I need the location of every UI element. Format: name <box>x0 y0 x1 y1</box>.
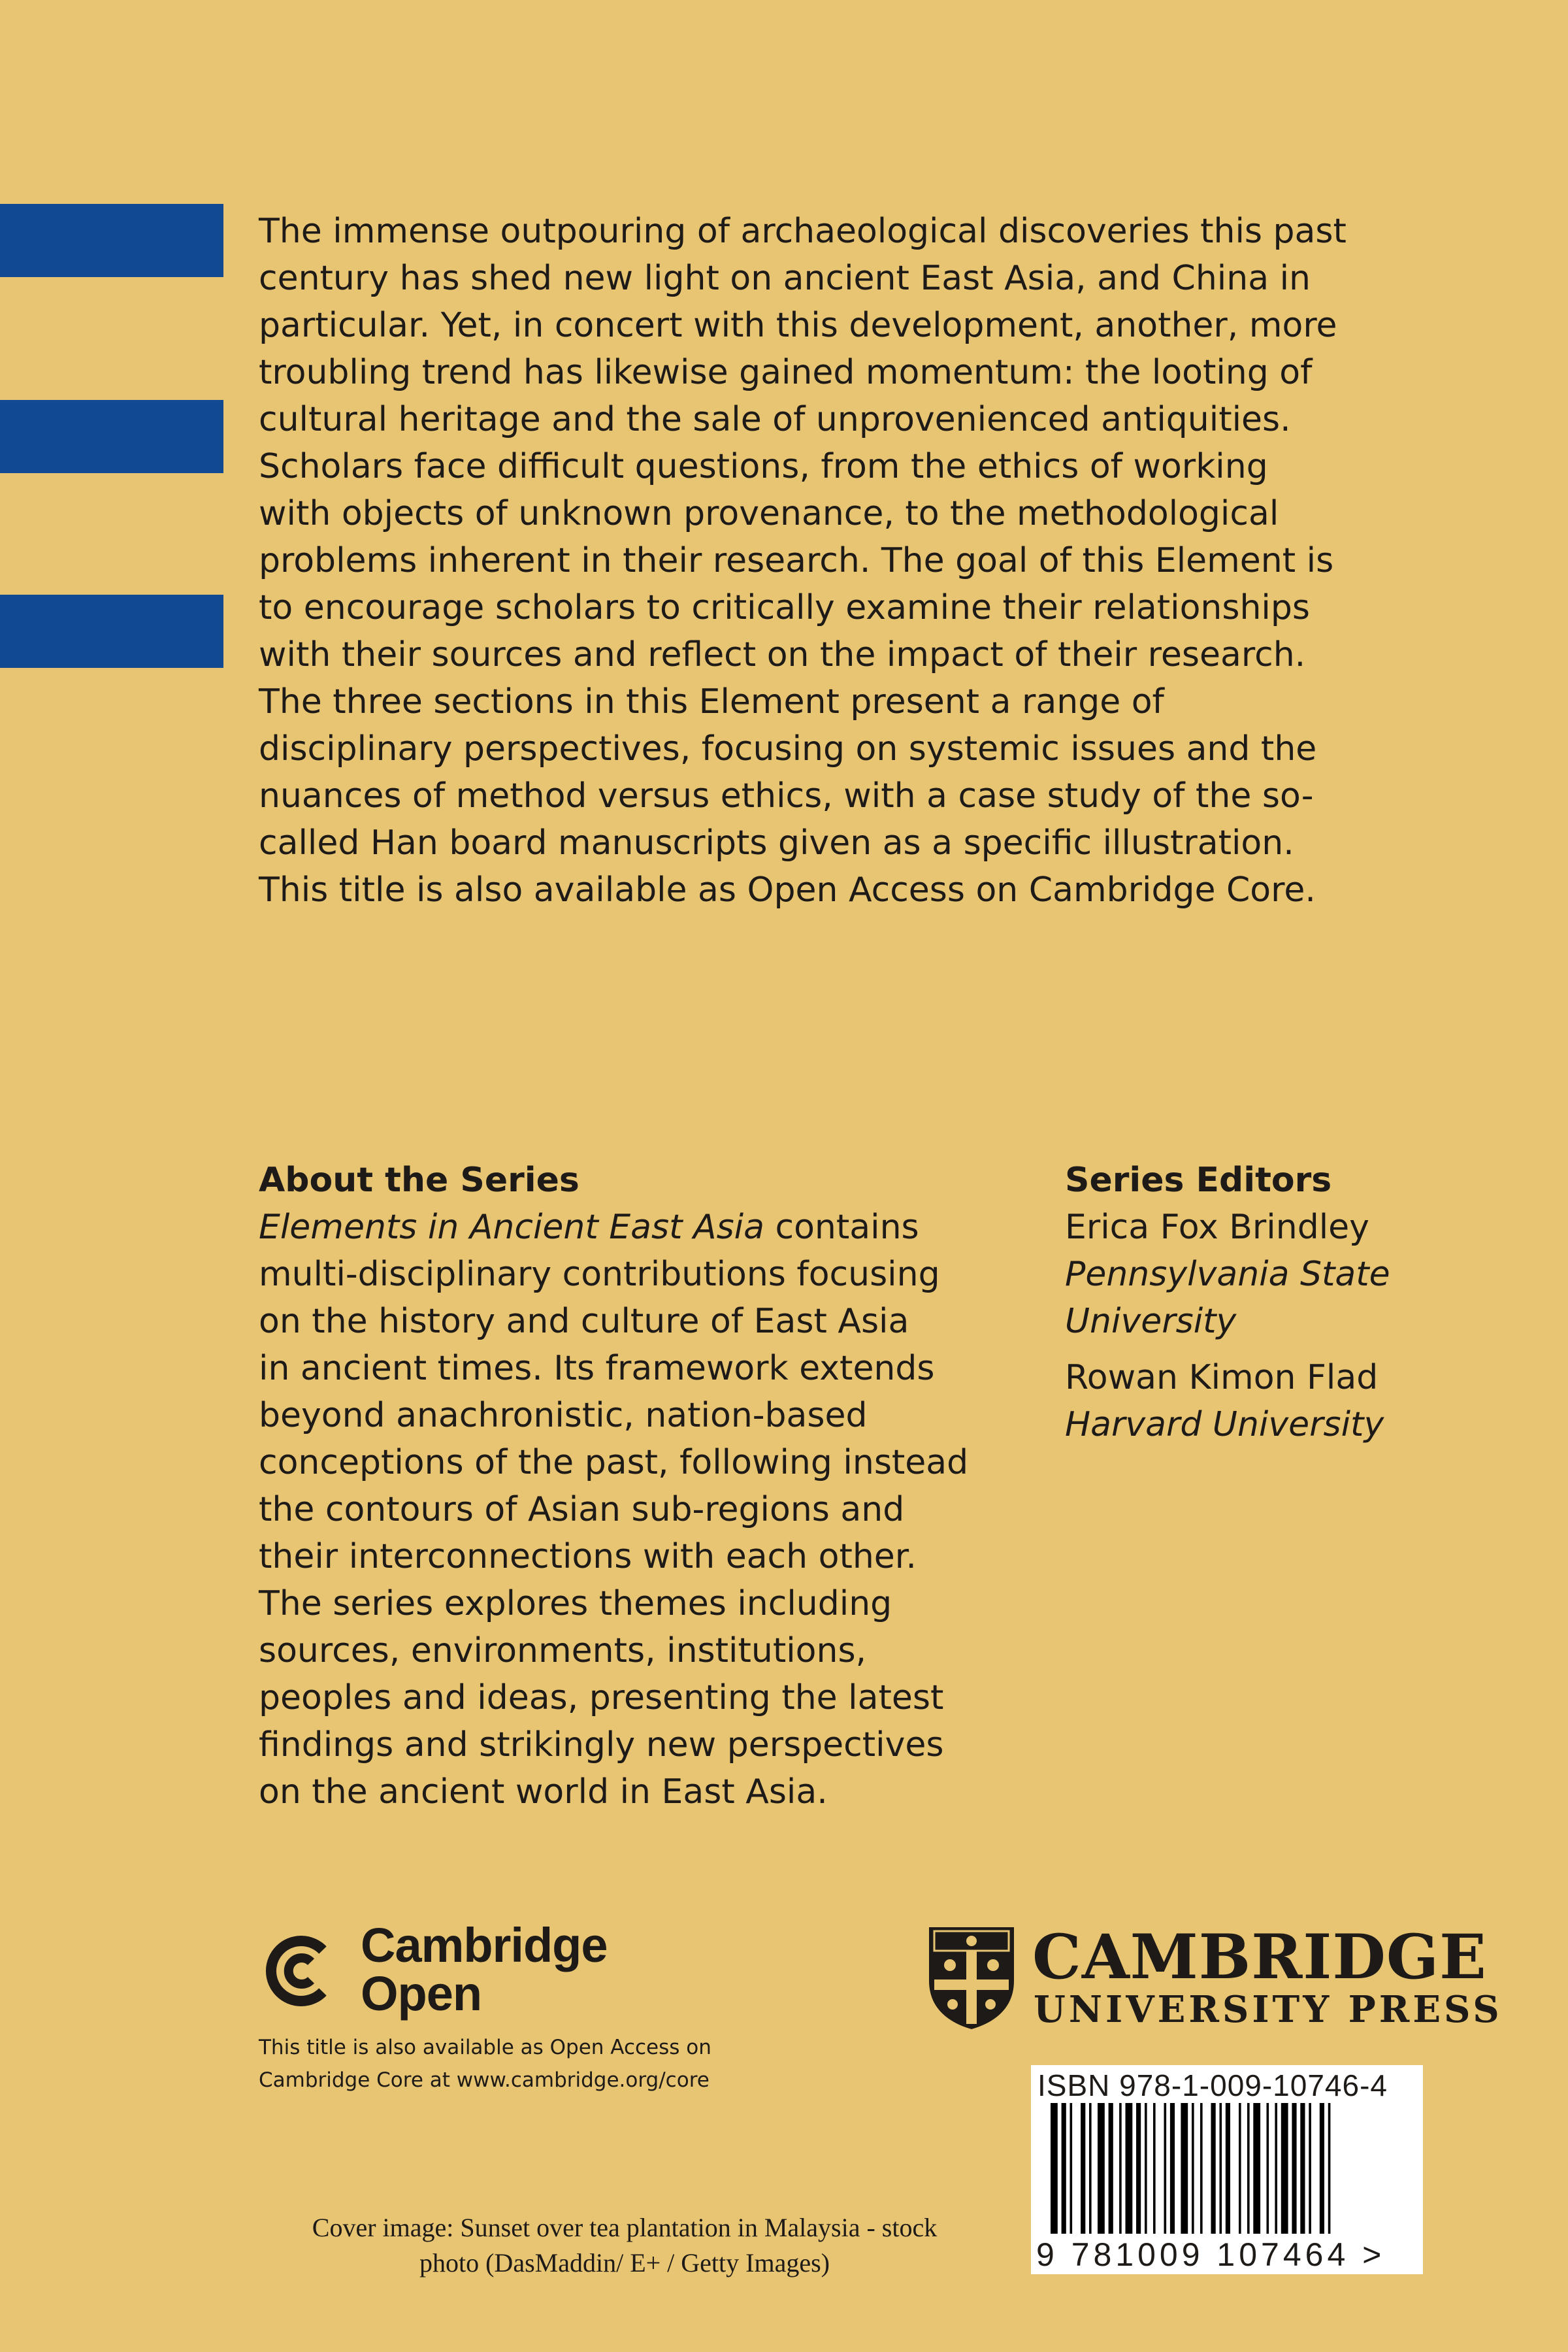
barcode-stripe <box>1070 2103 1073 2234</box>
editor-name: Erica Fox Brindley <box>1065 1208 1369 1247</box>
barcode-stripe <box>1267 2103 1269 2234</box>
barcode-stripe <box>1309 2103 1311 2234</box>
barcode-stripe <box>1292 2103 1296 2234</box>
about-line: multi-disciplinary contributions focusing <box>259 1255 940 1294</box>
about-line: peoples and ideas, presenting the latest <box>259 1678 944 1717</box>
editor-affiliation: Pennsylvania State <box>1065 1255 1390 1294</box>
barcode-stripe <box>1220 2103 1222 2234</box>
barcode-stripe <box>1300 2103 1305 2234</box>
about-line: beyond anachronistic, nation-based <box>259 1396 868 1435</box>
barcode-stripe <box>1126 2103 1133 2234</box>
blurb-line: with their sources and reflect on the impact of their research. <box>259 635 1306 674</box>
editor-entry <box>1065 1204 1522 1345</box>
barcode-stripe <box>1281 2103 1288 2234</box>
about-first-line <box>259 1204 1043 1251</box>
series-title: Elements in Ancient East Asia <box>259 1208 764 1247</box>
isbn-barcode <box>1031 2065 1423 2274</box>
about-line: in ancient times. Its framework extends <box>259 1349 935 1388</box>
credit-line: Cover image: Sunset over tea plantation in Malaysia - stock <box>312 2213 938 2242</box>
series-editors <box>1065 1157 1522 1457</box>
about-line: The series explores themes including <box>259 1584 892 1623</box>
barcode-stripe <box>1253 2103 1260 2234</box>
barcode-stripe <box>1328 2103 1331 2234</box>
barcode-stripe <box>1145 2103 1147 2234</box>
editor-affiliation: University <box>1065 1302 1237 1341</box>
blurb-line: The immense outpouring of archaeological discoveries this past <box>259 212 1347 251</box>
barcode-stripe <box>1275 2103 1277 2234</box>
barcode-stripe <box>1211 2103 1216 2234</box>
blurb-line: The three sections in this Element present a range of <box>259 682 1164 721</box>
barcode-stripe <box>1098 2103 1105 2234</box>
book-blurb <box>259 208 1435 914</box>
blurb-line: to encourage scholars to critically examine their relationships <box>259 588 1310 627</box>
blurb-line: troubling trend has likewise gained momentum: the looting of <box>259 353 1313 392</box>
barcode-stripe <box>1062 2103 1066 2234</box>
open-access-note-line: Cambridge Core at www.cambridge.org/core <box>259 2068 710 2092</box>
barcode-stripe <box>1247 2103 1250 2234</box>
open-access-note <box>259 2031 755 2096</box>
barcode-stripe <box>1136 2103 1141 2234</box>
barcode-stripe <box>1081 2103 1085 2234</box>
editor-entry <box>1065 1354 1522 1448</box>
blurb-line: disciplinary perspectives, focusing on systemic issues and the <box>259 729 1317 769</box>
blurb-line: Scholars face difficult questions, from the ethics of working <box>259 447 1268 486</box>
about-line: on the ancient world in East Asia. <box>259 1772 828 1812</box>
coat-of-arms-icon <box>926 1925 1017 2030</box>
cambridge-university-press-logo <box>926 1921 1503 2031</box>
cambridge-open-icon <box>259 1930 340 2012</box>
barcode-stripe <box>1192 2103 1194 2234</box>
about-line: the contours of Asian sub-regions and <box>259 1490 905 1529</box>
barcode-stripe <box>1239 2103 1241 2234</box>
about-line: sources, environments, institutions, <box>259 1631 867 1670</box>
blurb-line: cultural heritage and the sale of unprovenienced antiquities. <box>259 400 1291 439</box>
barcode-stripe <box>1153 2103 1156 2234</box>
barcode-stripe <box>1109 2103 1113 2234</box>
blurb-line: particular. Yet, in concert with this development, another, more <box>259 306 1337 345</box>
editor-affiliation: Harvard University <box>1065 1405 1384 1444</box>
barcode-stripe <box>1320 2103 1324 2234</box>
cambridge-open-wordmark <box>361 1918 608 2021</box>
barcode-stripe <box>1200 2103 1203 2234</box>
about-line: findings and strikingly new perspectives <box>259 1725 944 1764</box>
cambridge-open-logo <box>259 1918 683 2026</box>
blurb-line: problems inherent in their research. The goal of this Element is <box>259 541 1334 580</box>
about-line: on the history and culture of East Asia <box>259 1302 909 1341</box>
publisher-name: CAMBRIDGE <box>1032 1921 1487 1993</box>
about-line: conceptions of the past, following instead <box>259 1443 969 1482</box>
publisher-subname: UNIVERSITY PRESS <box>1034 1988 1503 2031</box>
editors-heading: Series Editors <box>1065 1161 1332 1200</box>
barcode-stripe <box>1119 2103 1122 2234</box>
barcode-stripe <box>1226 2103 1230 2234</box>
wordmark-line-1: Cambridge <box>361 1918 608 1972</box>
cover-image-credit <box>259 2210 990 2281</box>
barcode-stripe <box>1164 2103 1167 2234</box>
open-access-note-line: This title is also available as Open Access on <box>259 2036 711 2059</box>
barcode-bars <box>1051 2103 1403 2234</box>
blurb-line: nuances of method versus ethics, with a case study of the so- <box>259 776 1314 816</box>
accent-bar-middle <box>0 400 223 473</box>
wordmark-line-2: Open <box>361 1966 482 2021</box>
barcode-stripe <box>1051 2103 1058 2234</box>
blurb-line: This title is also available as Open Access on Cambridge Core. <box>259 870 1316 910</box>
barcode-stripe <box>1170 2103 1175 2234</box>
blurb-line: called Han board manuscripts given as a specific illustration. <box>259 823 1294 863</box>
about-first-line-rest: contains <box>764 1208 919 1247</box>
accent-bar-top <box>0 204 223 277</box>
blurb-line: century has shed new light on ancient East Asia, and China in <box>259 259 1311 298</box>
ean-digits: 9 781009 107464 > <box>1036 2236 1386 2273</box>
isbn-number: ISBN 978-1-009-10746-4 <box>1037 2068 1388 2102</box>
about-the-series <box>259 1157 1043 1815</box>
about-line: their interconnections with each other. <box>259 1537 917 1576</box>
credit-line: photo (DasMaddin/ E+ / Getty Images) <box>419 2248 830 2277</box>
editor-name: Rowan Kimon Flad <box>1065 1358 1379 1397</box>
blurb-line: with objects of unknown provenance, to the methodological <box>259 494 1279 533</box>
accent-bar-bottom <box>0 595 223 668</box>
barcode-stripe <box>1181 2103 1188 2234</box>
barcode-stripe <box>1089 2103 1092 2234</box>
about-heading: About the Series <box>259 1161 580 1200</box>
